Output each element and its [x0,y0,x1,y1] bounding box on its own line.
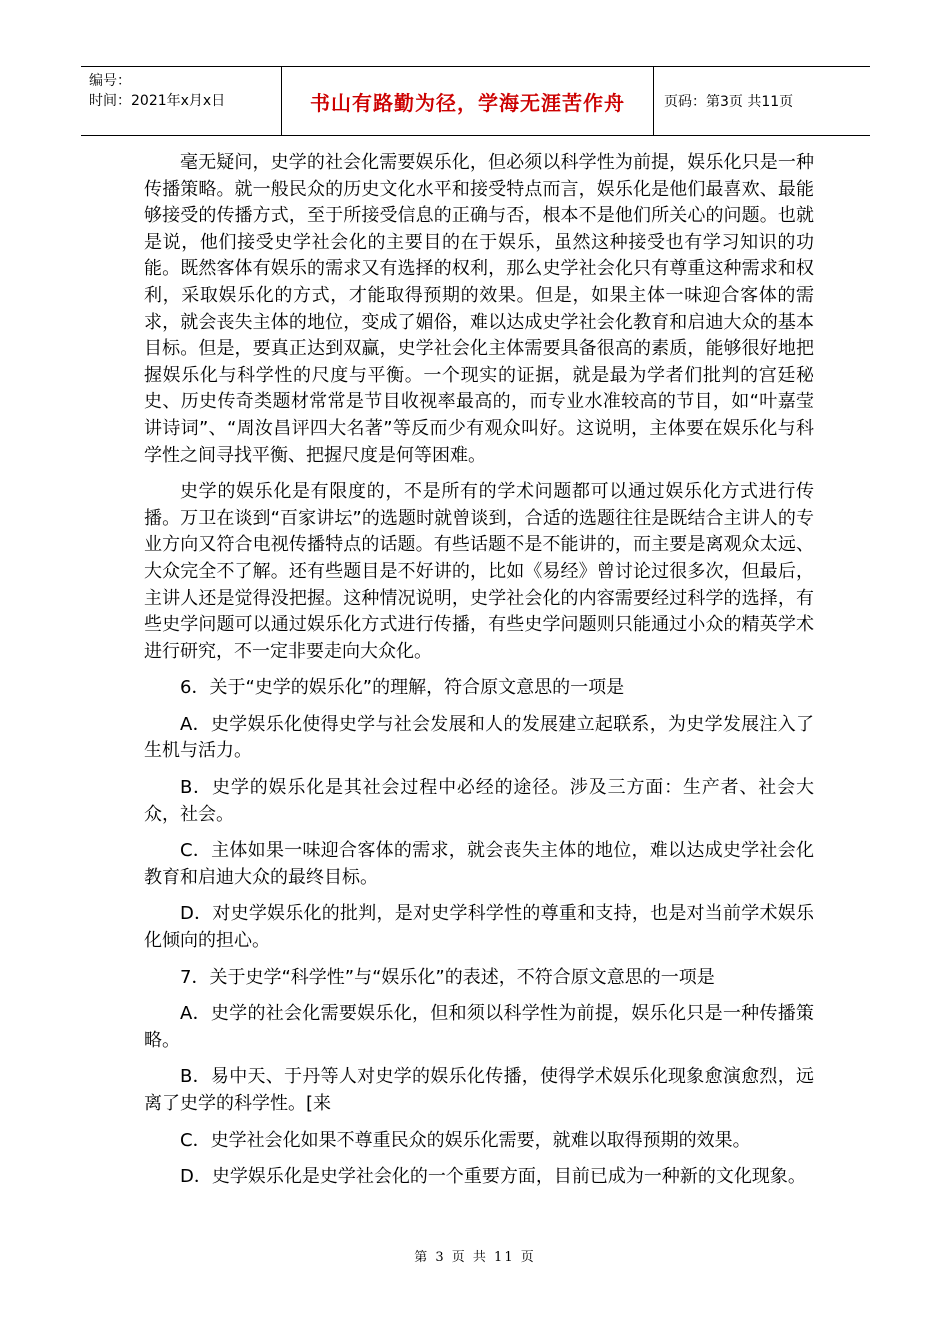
page-label: 页码：第3页 共11页 [664,94,794,110]
time-label: 时间：2021年x月x日 [89,93,226,109]
document-body [144,150,814,1191]
header-motto-cell [282,67,654,135]
paragraph-2: 史学的娱乐化是有限度的，不是所有的学术问题都可以通过娱乐化方式进行传播。万卫在谈到“百家讲坛”的选题时就曾谈到，合适的选题往往是既结合主讲人的专业方向又符合电视传播特点的话题。有些话题不是不能讲的，而主要是离观众太远、大众完全不了解。还有些题目是不好讲的，比如《易经》曾讨论过很多次，但最后，主讲人还是觉得没把握。这种情况说明，史学社会化的内容需要经过科学的选择，有些史学问题可以通过娱乐化方式进行传播，有些史学问题则只能通过小众的精英学术进行研究，不一定非要走向大众化。 [144,481,814,662]
page-footer: 第 3 页 共 11 页 [414,1250,536,1265]
question-6-stem: 6．关于“史学的娱乐化”的理解，符合原文意思的一项是 [180,677,625,699]
paragraph-1: 毫无疑问，史学的社会化需要娱乐化，但必须以科学性为前提，娱乐化只是一种传播策略。就一般民众的历史文化水平和接受特点而言，娱乐化是他们最喜欢、最能够接受的传播方式，至于所接受信息的正确与否，根本不是他们所关心的问题。也就是说，他们接受史学社会化的主要目的在于娱乐，虽然这种接受也有学习知识的功能。既然客体有娱乐的需求又有选择的权利，那么史学社会化只有尊重这种需求和权利，采取娱乐化的方式，才能取得预期的效果。但是，如果主体一味迎合客体的需求，就会丧失主体的地位，变成了媚俗，难以达成史学社会化教育和启迪大众的基本目标。但是，要真正达到双赢，史学社会化主体需要具备很高的素质，能够很好地把握娱乐化与科学性的尺度与平衡。一个现实的证据，就是最为学者们批判的宫廷秘史、历史传奇类题材常常是节目收视率最高的，而专业水准较高的节目，如“叶嘉莹讲诗词”、“周汝昌评四大名著”等反而少有观众叫好。这说明，主体要在娱乐化与科学性之间寻找平衡、把握尺度是何等困难。 [144,152,814,466]
motto: 书山有路勤为径，学海无涯苦作舟 [310,90,625,115]
question-6-option-b: B．史学的娱乐化是其社会过程中必经的途径。涉及三方面：生产者、社会大众，社会。 [144,777,814,825]
question-6-option-d: D．对史学娱乐化的批判，是对史学科学性的尊重和支持，也是对当前学术娱乐化倾向的担心。 [144,903,814,952]
question-7-option-b: B．易中天、于丹等人对史学的娱乐化传播，使得学术娱乐化现象愈演愈烈，远离了史学的科学性。[来 [144,1066,814,1114]
header-page-cell [654,67,870,135]
question-7-option-c: C．史学社会化如果不尊重民众的娱乐化需要，就难以取得预期的效果。 [180,1129,751,1151]
header-info-cell [81,67,282,135]
question-7-option-d: D．史学娱乐化是史学社会化的一个重要方面，目前已成为一种新的文化现象。 [180,1166,806,1188]
question-6-option-c: C．主体如果一味迎合客体的需求，就会丧失主体的地位，难以达成史学社会化教育和启迪大众的最终目标。 [144,840,814,888]
question-7-option-a: A．史学的社会化需要娱乐化，但和须以科学性为前提，娱乐化只是一种传播策略。 [144,1003,814,1051]
page-header [81,66,870,136]
number-label: 编号： [89,73,131,89]
question-6-option-a: A．史学娱乐化使得史学与社会发展和人的发展建立起联系，为史学发展注入了生机与活力。 [144,713,814,762]
question-7-stem: 7．关于史学“科学性”与“娱乐化”的表述，不符合原文意思的一项是 [180,966,715,988]
